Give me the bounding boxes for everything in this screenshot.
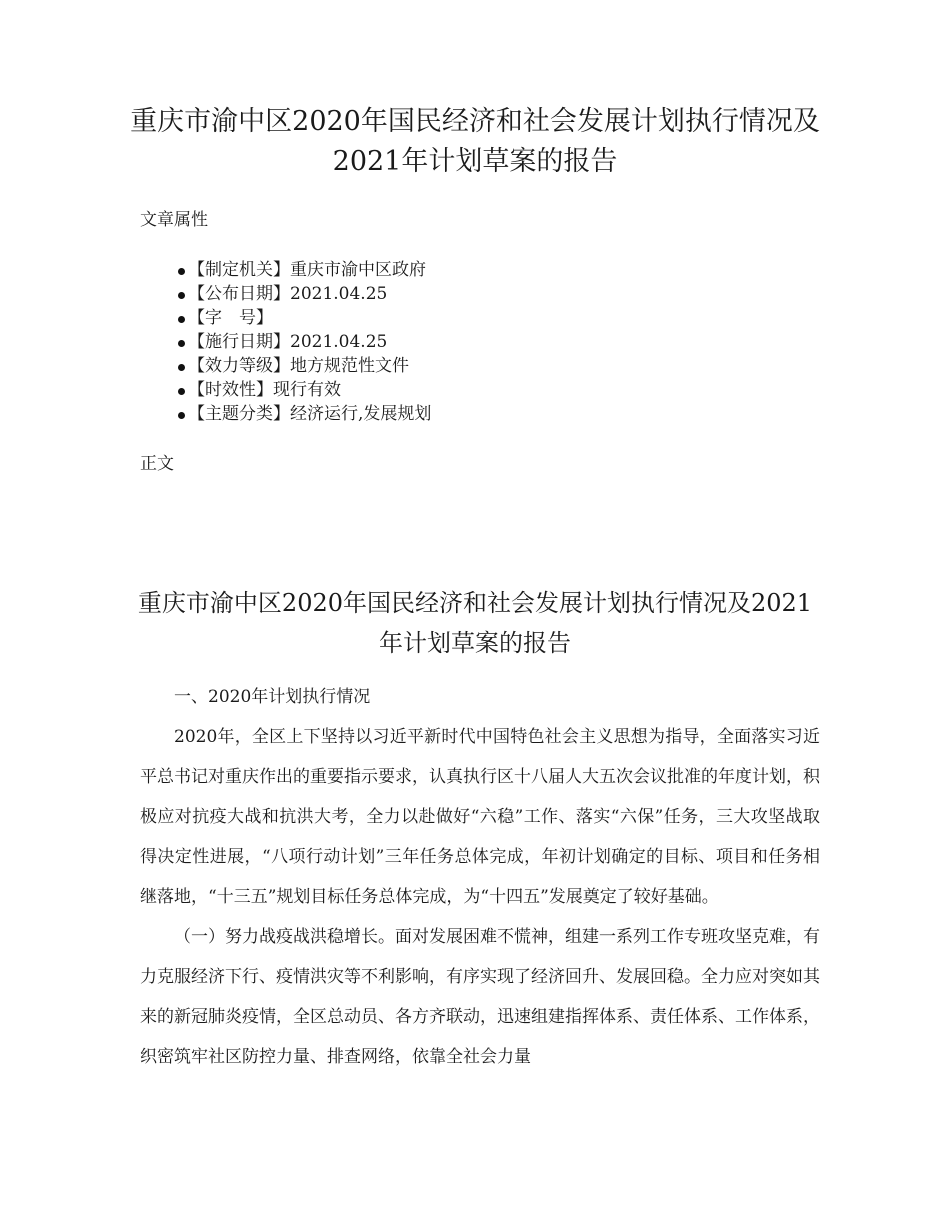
attribute-label: 【效力等级】 (188, 356, 290, 376)
attribute-publish-date (140, 282, 431, 306)
attribute-label: 【字 号】 (188, 308, 273, 328)
attribute-issuing-authority (140, 258, 431, 282)
attribute-legal-level (140, 354, 431, 378)
attribute-document-number (140, 306, 431, 330)
bullet-icon (178, 316, 185, 323)
attribute-label: 【时效性】 (188, 380, 273, 400)
attributes-list (140, 258, 431, 426)
bullet-icon (178, 292, 185, 299)
bullet-icon (178, 340, 185, 347)
paragraph: （一）努力战疫战洪稳增长。面对发展困难不慌神，组建一系列工作专班攻坚克难，有力克服经济下行、疫情洪灾等不利影响，有序实现了经济回升、发展回稳。全力应对突如其来的新冠肺炎疫情，全区总动员、各方齐联动，迅速组建指挥体系、责任体系、工作体系，织密筑牢社区防控力量、排查网络，依靠全社会力量 (140, 927, 820, 1067)
attribute-label: 【主题分类】 (188, 404, 290, 424)
bullet-icon (178, 388, 185, 395)
body-content (140, 677, 820, 1077)
attribute-value: 现行有效 (273, 380, 341, 400)
paragraph: 2020年，全区上下坚持以习近平新时代中国特色社会主义思想为指导，全面落实习近平总书记对重庆作出的重要指示要求，认真执行区十八届人大五次会议批准的年度计划，积极应对抗疫大战和抗洪大考，全力以赴做好“六稳”工作、落实“六保”任务，三大攻坚战取得决定性进展，“八项行动计划”三年任务总体完成，年初计划确定的目标、项目和任务相继落地，“十三五”规划目标任务总体完成，为“十四五”发展奠定了较好基础。 (140, 727, 820, 907)
attribute-value: 2021.04.25 (290, 284, 388, 304)
bullet-icon (178, 268, 185, 275)
attribute-label: 【公布日期】 (188, 284, 290, 304)
attribute-value: 经济运行,发展规划 (290, 404, 432, 424)
main-title: 重庆市渝中区2020年国民经济和社会发展计划执行情况及2021年计划草案的报告 (137, 589, 813, 657)
section-heading: 一、2020年计划执行情况 (174, 687, 371, 707)
attribute-label: 【施行日期】 (188, 332, 290, 352)
attribute-value: 地方规范性文件 (290, 356, 409, 376)
attribute-label: 【制定机关】 (188, 260, 290, 280)
attribute-effective-date (140, 330, 431, 354)
document-title: 重庆市渝中区2020年国民经济和社会发展计划执行情况及2021年计划草案的报告 (130, 106, 820, 177)
bullet-icon (178, 412, 185, 419)
attribute-value: 2021.04.25 (290, 332, 388, 352)
attributes-label: 文章属性 (140, 210, 208, 230)
bullet-icon (178, 364, 185, 371)
attribute-topic (140, 402, 431, 426)
attribute-value: 重庆市渝中区政府 (290, 260, 426, 280)
attribute-validity (140, 378, 431, 402)
body-label: 正文 (140, 454, 174, 474)
